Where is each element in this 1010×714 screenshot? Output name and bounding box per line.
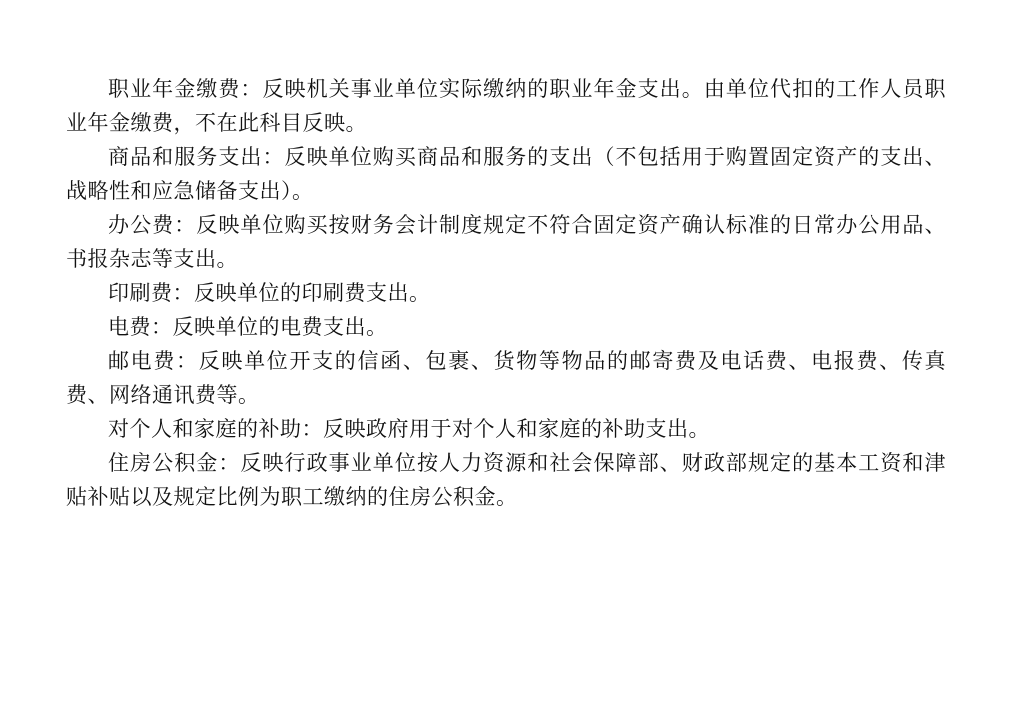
paragraph-printing-fee: 印刷费：反映单位的印刷费支出。 — [108, 281, 431, 305]
paragraph-housing-provident-fund: 住房公积金：反映行政事业单位按人力资源和社会保障部、财政部规定的基本工资和津贴补贴以及规定比例为职工缴纳的住房公积金。 — [66, 451, 946, 509]
paragraph-office-expenses: 办公费：反映单位购买按财务会计制度规定不符合固定资产确认标准的日常办公用品、书报杂志等支出。 — [66, 213, 946, 271]
paragraph-electricity-fee: 电费：反映单位的电费支出。 — [108, 315, 388, 339]
document-body — [66, 72, 946, 514]
paragraph-postal-telecom-fee: 邮电费：反映单位开支的信函、包裹、货物等物品的邮寄费及电话费、电报费、传真费、网络通讯费等。 — [66, 349, 946, 407]
paragraph-occupational-annuity: 职业年金缴费：反映机关事业单位实际缴纳的职业年金支出。由单位代扣的工作人员职业年金缴费，不在此科目反映。 — [66, 77, 946, 135]
paragraph-subsidies-individuals-families: 对个人和家庭的补助：反映政府用于对个人和家庭的补助支出。 — [108, 417, 710, 441]
paragraph-goods-and-services: 商品和服务支出：反映单位购买商品和服务的支出（不包括用于购置固定资产的支出、战略性和应急储备支出）。 — [66, 145, 946, 203]
